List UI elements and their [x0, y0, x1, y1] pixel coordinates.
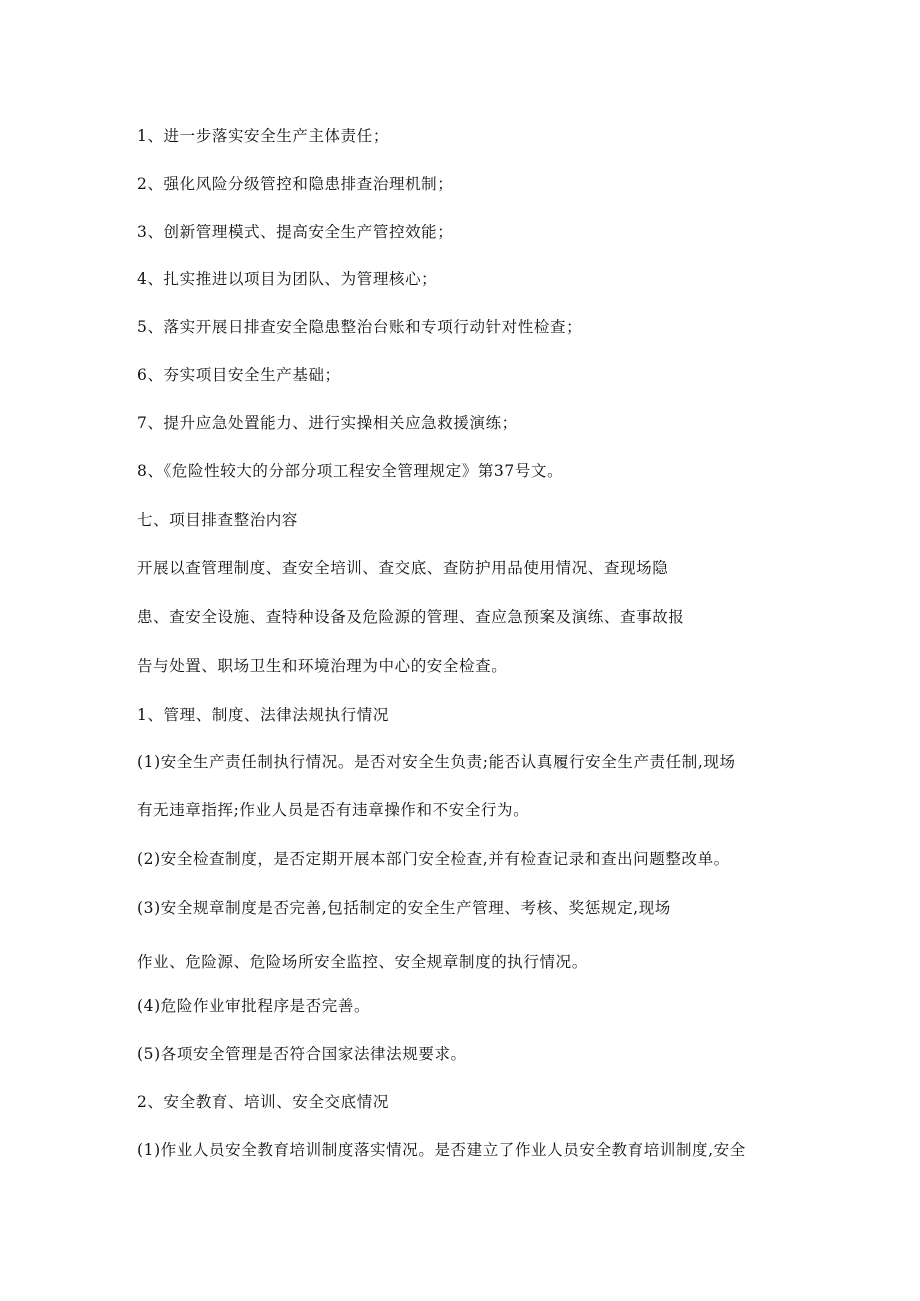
paragraph-line: (3)安全规章制度是否完善,包括制定的安全生产管理、考核、奖惩规定,现场 [137, 899, 671, 917]
paragraph-line: 开展以查管理制度、查安全培训、查交底、查防护用品使用情况、查现场隐 [137, 559, 669, 577]
paragraph-line: (1)作业人员安全教育培训制度落实情况。是否建立了作业人员安全教育培训制度,安全 [137, 1141, 746, 1159]
section-heading: 七、项目排查整治内容 [137, 511, 299, 529]
list-item-1: 1、进一步落实安全生产主体责任； [137, 127, 389, 145]
paragraph-line: (4)危险作业审批程序是否完善。 [137, 997, 371, 1015]
paragraph-line: 告与处置、职场卫生和环境治理为中心的安全检查。 [137, 657, 508, 675]
paragraph-line: (1)安全生产责任制执行情况。是否对安全生负责;能否认真履行安全生产责任制,现场 [137, 753, 736, 771]
list-item-5: 5、落实开展日排查安全隐患整治台账和专项行动针对性检查； [137, 318, 583, 336]
list-item-2: 2、强化风险分级管控和隐患排查治理机制； [137, 175, 454, 193]
subsection-heading: 2、安全教育、培训、安全交底情况 [137, 1093, 389, 1111]
list-item-4: 4、扎实推进以项目为团队、为管理核心； [137, 270, 438, 288]
paragraph-line: 有无违章指挥;作业人员是否有违章操作和不安全行为。 [137, 801, 530, 819]
paragraph-line: 作业、危险源、危险场所安全监控、安全规章制度的执行情况。 [137, 953, 588, 971]
paragraph-line: (2)安全检查制度，是否定期开展本部门安全检查,并有检查记录和查出问题整改单。 [137, 850, 730, 868]
list-item-7: 7、提升应急处置能力、进行实操相关应急救援演练； [137, 414, 518, 432]
subsection-heading: 1、管理、制度、法律法规执行情况 [137, 706, 389, 724]
paragraph-line: 患、查安全设施、查特种设备及危险源的管理、查应急预案及演练、查事故报 [137, 608, 685, 626]
list-item-3: 3、创新管理模式、提高安全生产管控效能； [137, 223, 454, 241]
list-item-6: 6、夯实项目安全生产基础； [137, 366, 341, 384]
list-item-8: 8、《危险性较大的分部分项工程安全管理规定》第37号文。 [137, 462, 564, 480]
paragraph-line: (5)各项安全管理是否符合国家法律法规要求。 [137, 1045, 467, 1063]
